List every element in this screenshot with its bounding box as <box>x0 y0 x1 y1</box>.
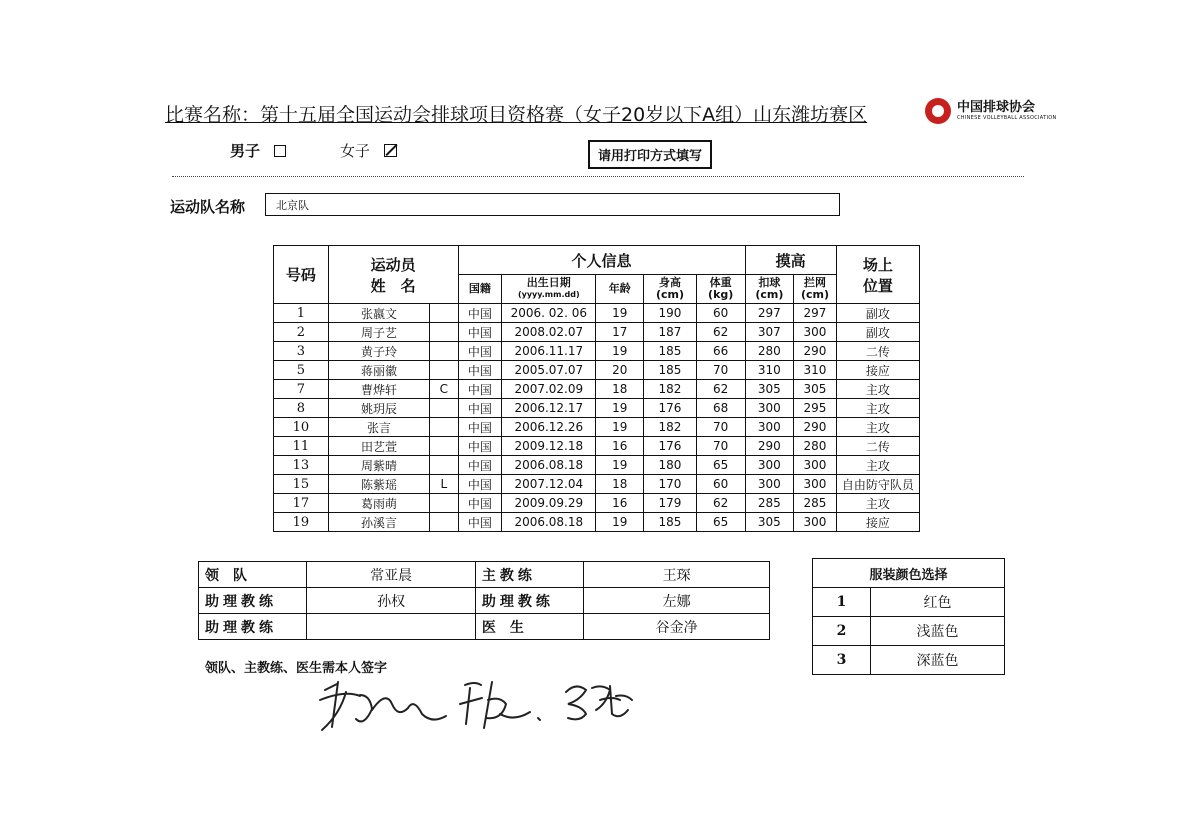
handwritten-signatures <box>310 670 670 740</box>
player-height: 180 <box>644 456 697 475</box>
uniform-color-table <box>812 558 1005 675</box>
head-coach-value[interactable]: 王琛 <box>584 562 770 588</box>
leader-label: 领队 <box>199 562 307 588</box>
header-age: 年龄 <box>596 275 644 304</box>
uniform-option-number: 3 <box>813 646 871 675</box>
player-role-mark <box>430 513 458 532</box>
player-age: 19 <box>596 399 644 418</box>
player-spike-reach: 280 <box>745 342 794 361</box>
player-age: 19 <box>596 456 644 475</box>
doctor-label: 医生 <box>475 614 583 640</box>
player-birthdate: 2006.08.18 <box>502 513 596 532</box>
player-name: 张嬴文 <box>328 304 429 323</box>
player-role-mark <box>430 304 458 323</box>
player-nationality: 中国 <box>458 418 502 437</box>
player-weight: 62 <box>696 494 745 513</box>
uniform-option-color[interactable]: 浅蓝色 <box>871 617 1005 646</box>
player-role-mark <box>430 494 458 513</box>
player-position: 副攻 <box>836 323 919 342</box>
player-weight: 65 <box>696 513 745 532</box>
player-spike-reach: 297 <box>745 304 794 323</box>
player-spike-reach: 285 <box>745 494 794 513</box>
player-block-reach: 310 <box>794 361 837 380</box>
player-position: 二传 <box>836 342 919 361</box>
player-name: 孙溪言 <box>328 513 429 532</box>
gender-female <box>340 140 397 161</box>
player-spike-reach: 307 <box>745 323 794 342</box>
separator-line <box>172 176 1024 177</box>
player-birthdate: 2005.07.07 <box>502 361 596 380</box>
table-row <box>274 513 920 532</box>
header-position <box>836 246 919 304</box>
player-block-reach: 285 <box>794 494 837 513</box>
player-height: 179 <box>644 494 697 513</box>
player-nationality: 中国 <box>458 456 502 475</box>
player-block-reach: 300 <box>794 323 837 342</box>
assistant-coach-label-2: 助理教练 <box>475 588 583 614</box>
player-age: 18 <box>596 475 644 494</box>
male-checkbox[interactable] <box>274 145 286 157</box>
player-height: 182 <box>644 418 697 437</box>
player-block-reach: 295 <box>794 399 837 418</box>
player-birthdate: 2006.12.17 <box>502 399 596 418</box>
header-birth <box>502 275 596 304</box>
player-weight: 70 <box>696 418 745 437</box>
player-height: 176 <box>644 399 697 418</box>
player-number: 3 <box>274 342 329 361</box>
player-name: 曹烨轩 <box>328 380 429 399</box>
player-position: 副攻 <box>836 304 919 323</box>
player-spike-reach: 305 <box>745 380 794 399</box>
player-nationality: 中国 <box>458 475 502 494</box>
player-number: 7 <box>274 380 329 399</box>
header-position-line1: 场上 <box>862 255 893 274</box>
doctor-value[interactable]: 谷金净 <box>584 614 770 640</box>
player-role-mark <box>430 418 458 437</box>
header-weight-unit: (kg) <box>708 288 734 301</box>
player-height: 187 <box>644 323 697 342</box>
player-nationality: 中国 <box>458 323 502 342</box>
player-role-mark: C <box>430 380 458 399</box>
player-position: 主攻 <box>836 494 919 513</box>
player-nationality: 中国 <box>458 304 502 323</box>
player-block-reach: 280 <box>794 437 837 456</box>
player-role-mark <box>430 323 458 342</box>
header-weight <box>696 275 745 304</box>
player-nationality: 中国 <box>458 437 502 456</box>
print-instruction-box: 请用打印方式填写 <box>588 140 712 169</box>
competition-title: 比赛名称：第十五届全国运动会排球项目资格赛（女子20岁以下A组）山东潍坊赛区 <box>165 104 868 126</box>
assistant-coach-label-3: 助理教练 <box>199 614 307 640</box>
player-name: 葛雨萌 <box>328 494 429 513</box>
table-row <box>274 304 920 323</box>
player-name: 蒋丽徽 <box>328 361 429 380</box>
player-block-reach: 300 <box>794 456 837 475</box>
player-name: 张言 <box>328 418 429 437</box>
volleyball-logo-icon <box>925 98 951 124</box>
table-row <box>274 399 920 418</box>
player-nationality: 中国 <box>458 513 502 532</box>
player-role-mark <box>430 361 458 380</box>
player-number: 8 <box>274 399 329 418</box>
player-weight: 68 <box>696 399 745 418</box>
player-role-mark <box>430 399 458 418</box>
player-number: 10 <box>274 418 329 437</box>
team-name-field[interactable]: 北京队 <box>265 193 840 216</box>
table-row <box>274 342 920 361</box>
player-name: 黄子玲 <box>328 342 429 361</box>
player-age: 19 <box>596 513 644 532</box>
player-name: 周子艺 <box>328 323 429 342</box>
player-spike-reach: 300 <box>745 418 794 437</box>
header-reach: 摸高 <box>745 246 836 275</box>
assistant-coach-value-2[interactable]: 左娜 <box>584 588 770 614</box>
player-position: 接应 <box>836 513 919 532</box>
player-spike-reach: 305 <box>745 513 794 532</box>
player-name: 田艺萱 <box>328 437 429 456</box>
male-label: 男子 <box>230 142 261 160</box>
assistant-coach-value-3[interactable] <box>307 614 475 640</box>
player-birthdate: 2006. 02. 06 <box>502 304 596 323</box>
header-birth-label: 出生日期 <box>526 276 571 289</box>
player-nationality: 中国 <box>458 399 502 418</box>
player-position: 主攻 <box>836 399 919 418</box>
association-logo <box>925 98 1057 124</box>
player-block-reach: 297 <box>794 304 837 323</box>
header-spike-unit: (cm) <box>755 288 784 301</box>
header-height <box>644 275 697 304</box>
header-height-unit: (cm) <box>655 288 684 301</box>
player-weight: 70 <box>696 361 745 380</box>
leader-value[interactable]: 常亚晨 <box>307 562 475 588</box>
player-birthdate: 2006.12.26 <box>502 418 596 437</box>
logo-text: 中国排球协会 <box>957 99 1036 115</box>
player-birthdate: 2007.12.04 <box>502 475 596 494</box>
player-age: 16 <box>596 494 644 513</box>
player-weight: 62 <box>696 323 745 342</box>
player-position: 接应 <box>836 361 919 380</box>
player-height: 185 <box>644 361 697 380</box>
player-height: 185 <box>644 513 697 532</box>
table-row <box>274 323 920 342</box>
player-position: 二传 <box>836 437 919 456</box>
uniform-option-number: 1 <box>813 588 871 617</box>
player-age: 20 <box>596 361 644 380</box>
player-age: 18 <box>596 380 644 399</box>
player-height: 170 <box>644 475 697 494</box>
player-block-reach: 290 <box>794 418 837 437</box>
player-position: 主攻 <box>836 456 919 475</box>
player-number: 15 <box>274 475 329 494</box>
player-block-reach: 290 <box>794 342 837 361</box>
team-name-label: 运动队名称 <box>170 198 246 216</box>
header-athlete-line1: 运动员 <box>370 255 416 274</box>
player-birthdate: 2006.08.18 <box>502 456 596 475</box>
table-row <box>274 494 920 513</box>
signature-leader <box>320 682 446 730</box>
player-birthdate: 2008.02.07 <box>502 323 596 342</box>
player-spike-reach: 300 <box>745 456 794 475</box>
player-position: 自由防守队员 <box>836 475 919 494</box>
roster-table <box>273 245 920 532</box>
header-athlete <box>328 246 458 304</box>
header-block <box>794 275 837 304</box>
table-row <box>274 475 920 494</box>
header-nationality: 国籍 <box>458 275 502 304</box>
logo-subtext: CHINESE VOLLEYBALL ASSOCIATION <box>957 114 1057 121</box>
player-number: 1 <box>274 304 329 323</box>
player-weight: 66 <box>696 342 745 361</box>
header-height-label: 身高 <box>658 276 681 289</box>
player-birthdate: 2009.12.18 <box>502 437 596 456</box>
table-row <box>274 361 920 380</box>
player-number: 19 <box>274 513 329 532</box>
player-role-mark <box>430 437 458 456</box>
player-role-mark <box>430 342 458 361</box>
header-spike <box>745 275 794 304</box>
player-name: 陈紫瑶 <box>328 475 429 494</box>
signature-coach <box>460 682 530 728</box>
player-nationality: 中国 <box>458 380 502 399</box>
female-label: 女子 <box>340 142 371 160</box>
player-spike-reach: 300 <box>745 475 794 494</box>
player-birthdate: 2007.02.09 <box>502 380 596 399</box>
player-block-reach: 300 <box>794 513 837 532</box>
player-birthdate: 2009.09.29 <box>502 494 596 513</box>
player-role-mark: L <box>430 475 458 494</box>
header-athlete-line2: 姓 名 <box>370 276 416 295</box>
player-name: 姚玥辰 <box>328 399 429 418</box>
uniform-option-color[interactable]: 红色 <box>871 588 1005 617</box>
player-age: 19 <box>596 342 644 361</box>
player-number: 2 <box>274 323 329 342</box>
player-birthdate: 2006.11.17 <box>502 342 596 361</box>
player-block-reach: 300 <box>794 475 837 494</box>
uniform-option-number: 2 <box>813 617 871 646</box>
table-row <box>274 456 920 475</box>
header-block-unit: (cm) <box>800 288 829 301</box>
player-spike-reach: 300 <box>745 399 794 418</box>
header-weight-label: 体重 <box>709 276 732 289</box>
header-block-label: 拦网 <box>803 276 826 289</box>
player-weight: 60 <box>696 475 745 494</box>
signature-doctor <box>538 686 632 720</box>
table-row <box>274 418 920 437</box>
header-number: 号码 <box>274 246 329 304</box>
player-age: 17 <box>596 323 644 342</box>
player-nationality: 中国 <box>458 342 502 361</box>
player-age: 19 <box>596 304 644 323</box>
player-position: 主攻 <box>836 380 919 399</box>
header-birth-format: (yyyy.mm.dd) <box>517 290 580 299</box>
player-role-mark <box>430 456 458 475</box>
uniform-option-color[interactable]: 深蓝色 <box>871 646 1005 675</box>
table-row <box>274 380 920 399</box>
player-height: 176 <box>644 437 697 456</box>
gender-male <box>230 140 286 161</box>
player-spike-reach: 290 <box>745 437 794 456</box>
head-coach-label: 主教练 <box>475 562 583 588</box>
player-height: 185 <box>644 342 697 361</box>
staff-table <box>198 561 770 640</box>
player-weight: 60 <box>696 304 745 323</box>
player-weight: 65 <box>696 456 745 475</box>
female-checkbox[interactable] <box>384 144 397 157</box>
assistant-coach-label-1: 助理教练 <box>199 588 307 614</box>
header-position-line2: 位置 <box>862 276 893 295</box>
player-height: 182 <box>644 380 697 399</box>
player-height: 190 <box>644 304 697 323</box>
player-number: 17 <box>274 494 329 513</box>
player-number: 11 <box>274 437 329 456</box>
player-name: 周紫晴 <box>328 456 429 475</box>
player-number: 13 <box>274 456 329 475</box>
player-age: 16 <box>596 437 644 456</box>
player-block-reach: 305 <box>794 380 837 399</box>
header-spike-label: 扣球 <box>758 276 781 289</box>
player-nationality: 中国 <box>458 361 502 380</box>
header-personal-info: 个人信息 <box>458 246 745 275</box>
player-number: 5 <box>274 361 329 380</box>
uniform-color-title: 服装颜色选择 <box>813 559 1005 588</box>
player-nationality: 中国 <box>458 494 502 513</box>
table-row <box>274 437 920 456</box>
player-position: 主攻 <box>836 418 919 437</box>
player-age: 19 <box>596 418 644 437</box>
signature-note: 领队、主教练、医生需本人签字 <box>205 661 388 676</box>
assistant-coach-value-1[interactable]: 孙权 <box>307 588 475 614</box>
player-weight: 70 <box>696 437 745 456</box>
player-spike-reach: 310 <box>745 361 794 380</box>
player-weight: 62 <box>696 380 745 399</box>
